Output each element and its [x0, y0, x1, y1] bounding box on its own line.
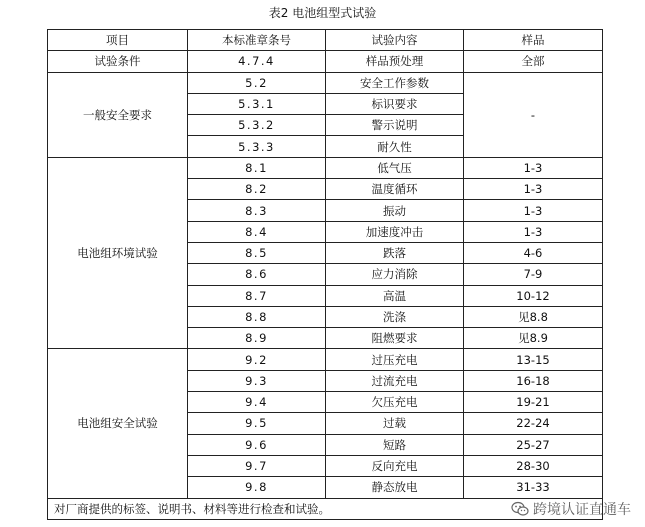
type-test-table	[47, 29, 603, 520]
sample-cell: 1-3	[464, 221, 603, 242]
table-row	[48, 157, 603, 178]
watermark	[511, 499, 631, 519]
clause-cell: 4.7.4	[188, 51, 326, 72]
clause-cell: 5.2	[188, 72, 326, 93]
sample-cell: 4-6	[464, 242, 603, 263]
condition-row	[48, 51, 603, 72]
content-cell: 洗涤	[326, 306, 464, 327]
content-cell: 应力消除	[326, 264, 464, 285]
content-cell: 加速度冲击	[326, 221, 464, 242]
group-name-cell: 一般安全要求	[48, 72, 188, 157]
content-cell: 欠压充电	[326, 392, 464, 413]
clause-cell: 8.6	[188, 264, 326, 285]
sample-cell: 见8.9	[464, 328, 603, 349]
group-name-cell: 电池组安全试验	[48, 349, 188, 498]
sample-cell: 13-15	[464, 349, 603, 370]
clause-cell: 8.4	[188, 221, 326, 242]
content-cell: 高温	[326, 285, 464, 306]
clause-cell: 8.5	[188, 242, 326, 263]
clause-cell: 9.4	[188, 392, 326, 413]
clause-cell: 9.3	[188, 370, 326, 391]
clause-cell: 5.3.3	[188, 136, 326, 157]
content-cell: 反向充电	[326, 455, 464, 476]
sample-cell: 7-9	[464, 264, 603, 285]
clause-cell: 8.7	[188, 285, 326, 306]
column-header: 试验内容	[326, 30, 464, 51]
wechat-icon	[511, 501, 529, 517]
sample-cell: 1-3	[464, 200, 603, 221]
footnote-cell: 对厂商提供的标签、说明书、材料等进行检查和试验。	[48, 498, 603, 519]
sample-cell: 见8.8	[464, 306, 603, 327]
content-cell: 短路	[326, 434, 464, 455]
content-cell: 标识要求	[326, 93, 464, 114]
sample-cell: 31-33	[464, 477, 603, 498]
content-cell: 振动	[326, 200, 464, 221]
clause-cell: 9.2	[188, 349, 326, 370]
sample-cell: 16-18	[464, 370, 603, 391]
table-row	[48, 72, 603, 93]
content-cell: 阻燃要求	[326, 328, 464, 349]
content-cell: 静态放电	[326, 477, 464, 498]
clause-cell: 8.2	[188, 179, 326, 200]
sample-cell: 19-21	[464, 392, 603, 413]
content-cell: 安全工作参数	[326, 72, 464, 93]
column-header: 样品	[464, 30, 603, 51]
clause-cell: 8.3	[188, 200, 326, 221]
group-name-cell: 电池组环境试验	[48, 157, 188, 349]
sample-cell: 28-30	[464, 455, 603, 476]
clause-cell: 5.3.2	[188, 115, 326, 136]
clause-cell: 8.8	[188, 306, 326, 327]
table-caption: 表2 电池组型式试验	[268, 6, 377, 20]
item-cell: 试验条件	[48, 51, 188, 72]
clause-cell: 9.7	[188, 455, 326, 476]
watermark-text: 跨境认证直通车	[533, 502, 631, 518]
sample-cell: -	[464, 72, 603, 157]
sample-cell: 全部	[464, 51, 603, 72]
content-cell: 过载	[326, 413, 464, 434]
content-cell: 温度循环	[326, 179, 464, 200]
clause-cell: 9.6	[188, 434, 326, 455]
clause-cell: 9.5	[188, 413, 326, 434]
sample-cell: 22-24	[464, 413, 603, 434]
sample-cell: 1-3	[464, 157, 603, 178]
sample-cell: 10-12	[464, 285, 603, 306]
content-cell: 跌落	[326, 242, 464, 263]
content-cell: 过流充电	[326, 370, 464, 391]
table-row	[48, 349, 603, 370]
content-cell: 样品预处理	[326, 51, 464, 72]
sample-cell: 1-3	[464, 179, 603, 200]
content-cell: 低气压	[326, 157, 464, 178]
clause-cell: 8.1	[188, 157, 326, 178]
column-header: 项目	[48, 30, 188, 51]
column-header: 本标准章条号	[188, 30, 326, 51]
sample-cell: 25-27	[464, 434, 603, 455]
content-cell: 耐久性	[326, 136, 464, 157]
clause-cell: 8.9	[188, 328, 326, 349]
header-row	[48, 30, 603, 51]
clause-cell: 9.8	[188, 477, 326, 498]
content-cell: 警示说明	[326, 115, 464, 136]
clause-cell: 5.3.1	[188, 93, 326, 114]
content-cell: 过压充电	[326, 349, 464, 370]
